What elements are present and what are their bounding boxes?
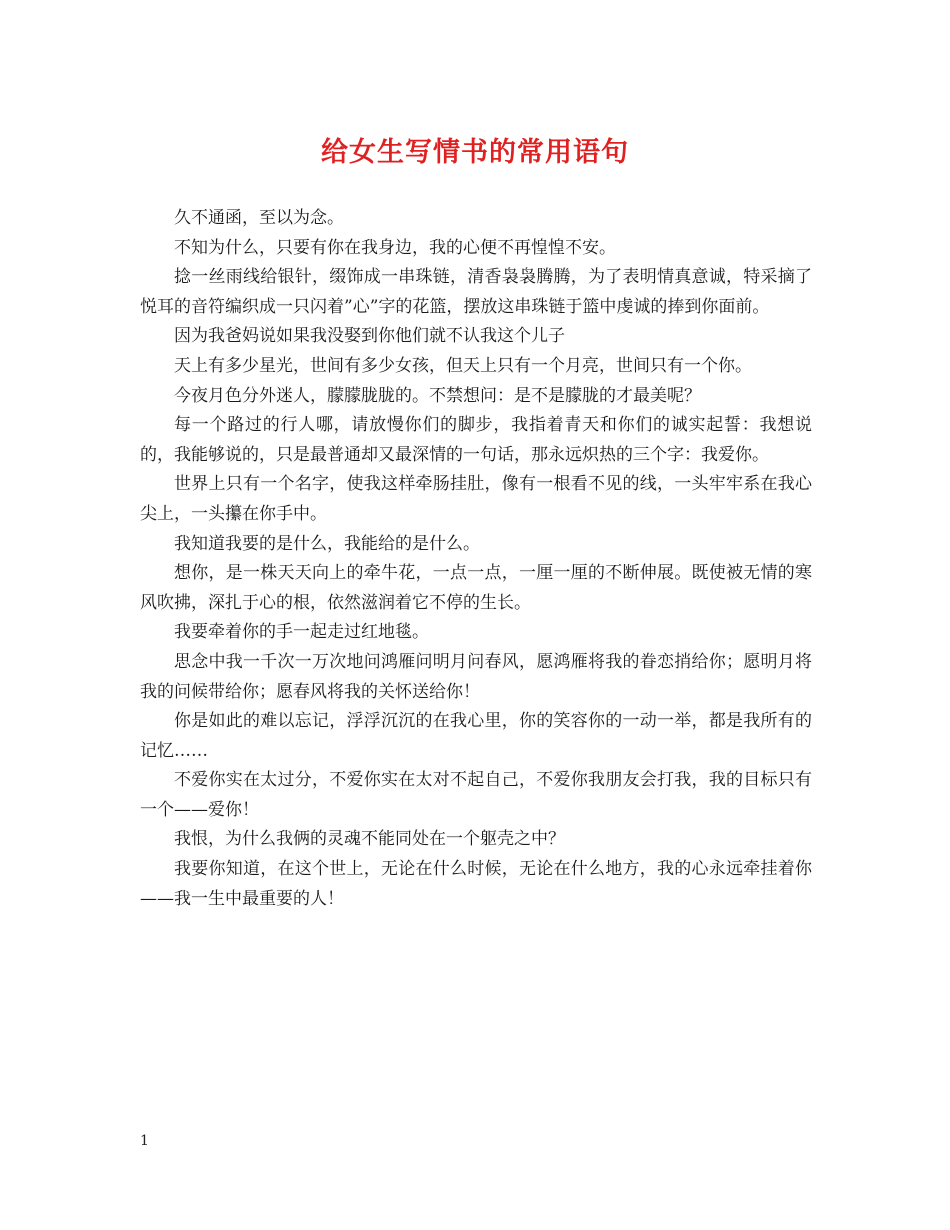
paragraph: 世界上只有一个名字，使我这样牵肠挂肚，像有一根看不见的线，一头牢牢系在我心尖上，一头攥在你手中。	[140, 474, 812, 524]
paragraph: 久不通函，至以为念。	[174, 208, 344, 228]
document-title: 给女生写情书的常用语句	[321, 137, 629, 168]
page-number: 1	[140, 1133, 149, 1149]
paragraph: 你是如此的难以忘记，浮浮沉沉的在我心里，你的笑容你的一动一举，都是我所有的记忆……	[140, 711, 812, 761]
paragraph: 因为我爸妈说如果我没娶到你他们就不认我这个儿子	[174, 326, 565, 347]
paragraph: 思念中我一千次一万次地问鸿雁问明月问春风，愿鸿雁将我的眷恋捎给你；愿明月将我的问候带给你；愿春风将我的关怀送给你！	[140, 651, 812, 702]
paragraph: 想你，是一株天天向上的牵牛花，一点一点，一厘一厘的不断伸展。既使被无情的寒风吹拂，深扎于心的根，依然滋润着它不停的生长。	[140, 563, 812, 613]
paragraph: 我知道我要的是什么，我能给的是什么。	[174, 533, 480, 554]
paragraph: 捻一丝雨线给银针，缀饰成一串珠链，清香袅袅腾腾，为了表明情真意诚，特采摘了悦耳的音符编织成一只闪着”心”字的花篮，摆放这串珠链于篮中虔诚的捧到你面前。	[140, 267, 812, 317]
paragraph: 我恨，为什么我俩的灵魂不能同处在一个躯壳之中？	[174, 829, 565, 850]
paragraph: 每一个路过的行人哪，请放慢你们的脚步，我指着青天和你们的诚实起誓：我想说的，我能够说的，只是最普通却又最深情的一句话，那永远炽热的三个字：我爱你。	[140, 415, 812, 465]
paragraph: 今夜月色分外迷人，朦朦胧胧的。不禁想问：是不是朦胧的才最美呢？	[174, 385, 701, 406]
paragraph: 我要你知道，在这个世上，无论在什么时候，无论在什么地方，我的心永远牵挂着你——我一生中最重要的人！	[140, 859, 812, 909]
paragraph: 天上有多少星光，世间有多少女孩，但天上只有一个月亮，世间只有一个你。	[174, 355, 752, 376]
paragraph: 不爱你实在太过分，不爱你实在太对不起自己，不爱你我朋友会打我，我的目标只有一个——爱你！	[140, 770, 812, 820]
paragraph: 我要牵着你的手一起走过红地毯。	[174, 622, 429, 643]
document-body	[140, 204, 812, 914]
paragraph: 不知为什么，只要有你在我身边，我的心便不再惶惶不安。	[174, 237, 616, 258]
